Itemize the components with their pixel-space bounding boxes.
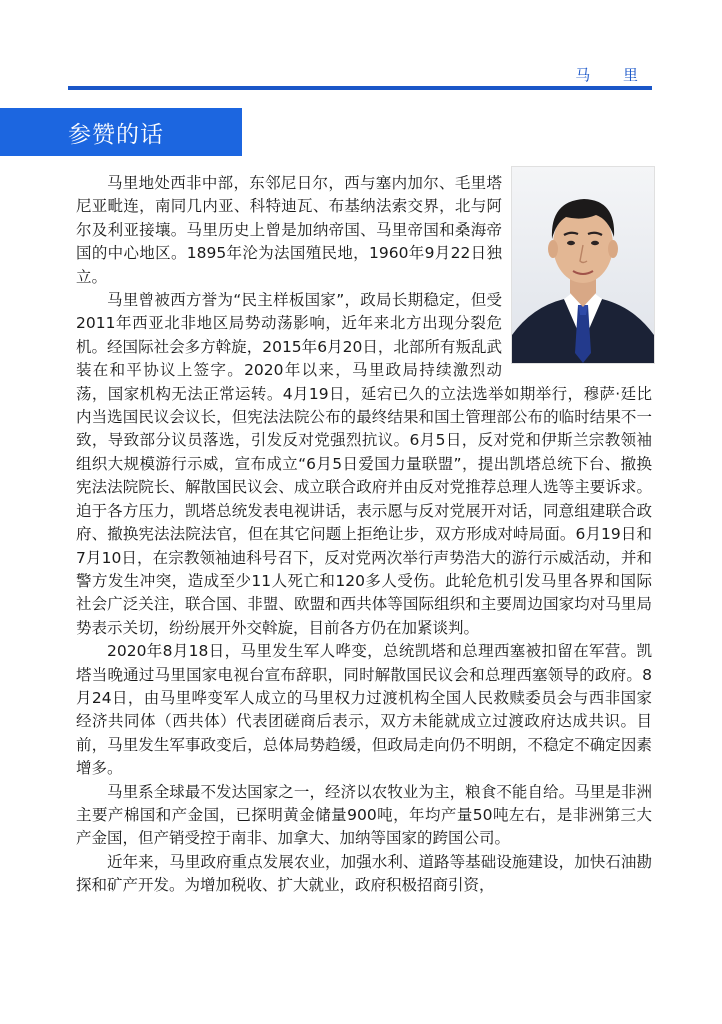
running-header-title: 马 里 <box>575 66 652 84</box>
paragraph-politics: 马里曾被西方誉为“民主样板国家”，政局长期稳定，但受2011年西亚北非地区局势动荡影响，近年来北方出现分裂危机。经国际社会多方斡旋，2015年6月20日，北部所有叛乱武装在和平协议上签字。2020年以来，马里政局持续激烈动荡，国家机构无法正常运转。4月19日，延宕已久的立法选举如期举行，穆萨·廷比内当选国民议会议长，但宪法法院公布的最终结果和国土管理部公布的临时结果不一致，导致部分议员落选，引发反对党强烈抗议。6月5日，反对党和伊斯兰宗教领袖组织大规模游行示威，宣布成立“6月5日爱国力量联盟”，提出凯塔总统下台、撤换宪法法院院长、解散国民议会、成立联合政府并由反对党推荐总理人选等主要诉求。迫于各方压力，凯塔总统发表电视讲话，表示愿与反对党展开对话，同意组建联合政府、撤换宪法法院法官，但在其它问题上拒绝让步，双方形成对峙局面。6月19日和7月10日，在宗教领袖迪科号召下，反对党两次举行声势浩大的游行示威活动，并和警方发生冲突，造成至少11人死亡和120多人受伤。此轮危机引发马里各界和国际社会广泛关注，联合国、非盟、欧盟和西共体等国际组织和主要周边国家均对马里局势表示关切，纷纷展开外交斡旋，目前各方仍在加紧谈判。 <box>76 291 652 637</box>
paragraph-coup: 2020年8月18日，马里发生军人哗变，总统凯塔和总理西塞被扣留在军营。凯塔当晚通过马里国家电视台宣布辞职，同时解散国民议会和总理西塞领导的政府。8月24日，由马里哗变军人成立的马里权力过渡机构全国人民救赎委员会与西非国家经济共同体（西共体）代表团磋商后表示，双方未能就成立过渡政府达成共识。目前，马里发生军事政变后，总体局势趋缓，但政局走向仍不明朗，不稳定不确定因素增多。 <box>76 642 652 778</box>
paragraph-development: 近年来，马里政府重点发展农业，加强水利、道路等基础设施建设，加快石油勘探和矿产开发。为增加税收、扩大就业，政府积极招商引资， <box>76 852 652 895</box>
section-title: 参赞的话 <box>68 122 164 148</box>
header-rule <box>68 86 652 90</box>
paragraph-economy: 马里系全球最不发达国家之一，经济以农牧业为主，粮食不能自给。马里是非洲主要产棉国和产金国，已探明黄金储量900吨，年均产量50吨左右，是非洲第三大产金国，但产销受控于南非、加拿大、加纳等国家的跨国公司。 <box>76 782 652 848</box>
article-body <box>76 172 652 898</box>
paragraph-intro: 马里地处西非中部，东邻尼日尔，西与塞内加尔、毛里塔尼亚毗连，南同几内亚、科特迪瓦、布基纳法索交界，北与阿尔及利亚接壤。马里历史上曾是加纳帝国、马里帝国和桑海帝国的中心地区。1895年沦为法国殖民地，1960年9月22日独立。 <box>76 174 502 286</box>
portrait-float-space <box>508 172 652 362</box>
